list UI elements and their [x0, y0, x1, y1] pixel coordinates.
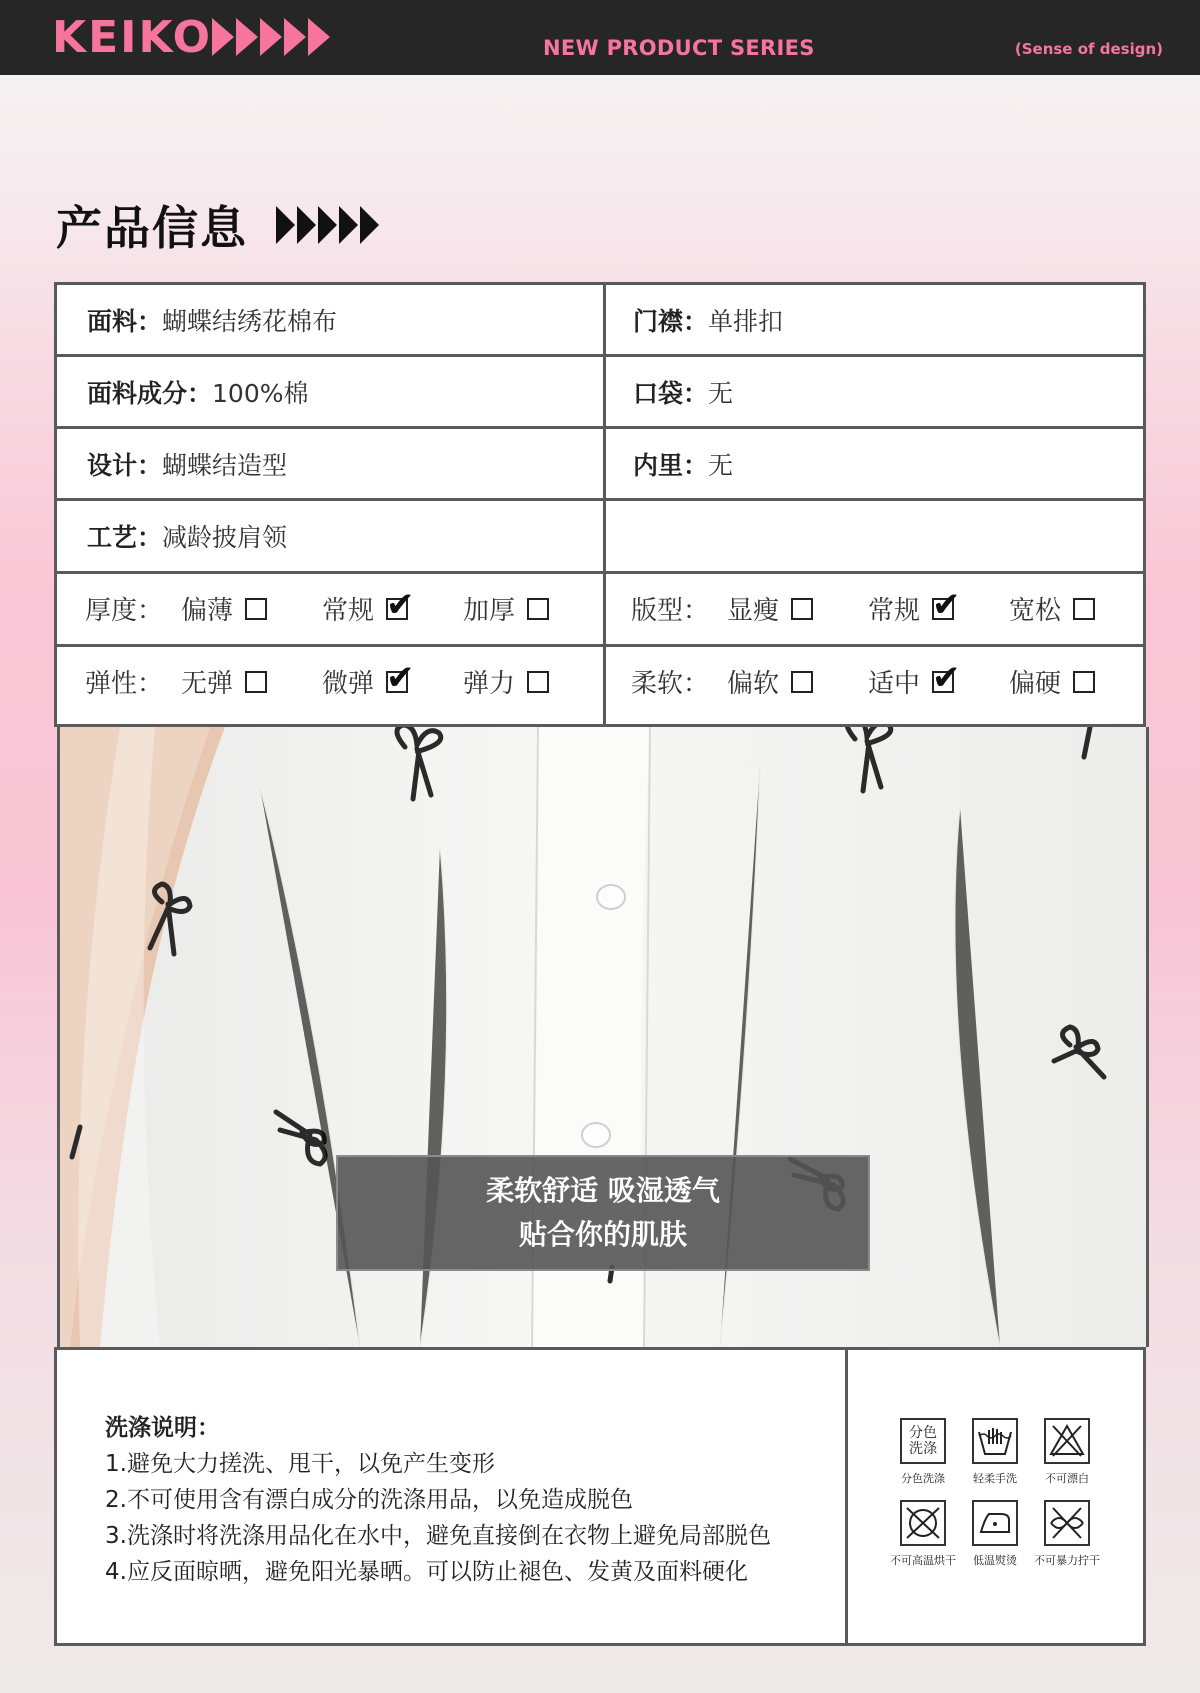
attr-option[interactable] [463, 590, 549, 627]
option-label: 偏硬 [1009, 669, 1062, 699]
checkbox[interactable] [791, 598, 813, 620]
series-label: NEW PRODUCT SERIES [543, 36, 815, 60]
option-label: 加厚 [463, 596, 516, 626]
attr-label: 弹性： [85, 669, 164, 699]
caption-line: 贴合你的肌肤 [518, 1218, 687, 1251]
spec-composition [87, 357, 309, 426]
attr-option[interactable] [322, 657, 463, 700]
attr-label: 版型： [631, 596, 710, 626]
spec-value: 100%棉 [212, 378, 309, 408]
checkbox-checked[interactable] [932, 584, 961, 625]
care-line: 1.避免大力搓洗、甩干，以免产生变形 [105, 1451, 495, 1477]
option-label: 无弹 [181, 669, 234, 699]
attr-label: 厚度： [85, 596, 164, 626]
no-tumble-dry-icon [887, 1500, 959, 1568]
header-bar [0, 0, 1200, 75]
care-divider [845, 1350, 848, 1643]
checkbox[interactable] [791, 671, 813, 693]
spec-value: 蝴蝶结绣花棉布 [162, 306, 338, 336]
sense-label: (Sense of design) [1014, 40, 1163, 58]
title-arrows-icon [276, 206, 379, 244]
attr-option[interactable] [868, 657, 1009, 700]
checkbox[interactable] [1073, 598, 1095, 620]
separate-wash-icon [887, 1418, 959, 1486]
checkbox[interactable] [245, 671, 267, 693]
spec-value: 单排扣 [708, 306, 784, 336]
option-label: 适中 [868, 669, 921, 699]
care-panel [54, 1347, 1146, 1646]
option-label: 微弹 [322, 669, 375, 699]
care-line: 3.洗涤时将洗涤用品化在水中，避免直接倒在衣物上避免局部脱色 [105, 1523, 771, 1549]
spec-value: 无 [708, 450, 734, 480]
checkmark-icon: ✔ [386, 657, 415, 698]
icon-caption: 轻柔手洗 [973, 1472, 1017, 1485]
spec-value: 蝴蝶结造型 [162, 450, 288, 480]
option-label: 常规 [322, 596, 375, 626]
spec-design [87, 429, 287, 498]
attr-softness [631, 647, 1095, 716]
checkbox[interactable] [245, 598, 267, 620]
spec-table [54, 282, 1146, 727]
attr-option[interactable] [322, 584, 463, 627]
care-line: 2.不可使用含有漂白成分的洗涤用品，以免造成脱色 [105, 1487, 633, 1513]
spec-label: 口袋： [633, 378, 709, 408]
separate-wash-symbol: 分色洗涤 [900, 1418, 946, 1464]
checkbox-checked[interactable] [386, 657, 415, 698]
checkbox[interactable] [527, 598, 549, 620]
attr-option[interactable] [181, 590, 322, 627]
icon-caption: 低温熨烫 [973, 1554, 1017, 1567]
section-title: 产品信息 [56, 201, 248, 255]
checkmark-icon: ✔ [932, 584, 961, 625]
attr-option[interactable] [868, 584, 1009, 627]
spec-value: 无 [708, 378, 734, 408]
spec-pocket [633, 357, 733, 426]
spec-placket [633, 285, 783, 354]
table-divider [603, 285, 606, 724]
attr-option[interactable] [181, 663, 322, 700]
checkbox-checked[interactable] [932, 657, 961, 698]
care-instructions [105, 1410, 771, 1590]
caption-line: 柔软舒适 吸湿透气 [486, 1174, 720, 1207]
spec-label: 面料成分： [87, 378, 213, 408]
spec-label: 设计： [87, 450, 163, 480]
attr-thickness [85, 574, 549, 643]
low-iron-icon [959, 1500, 1031, 1568]
icon-caption: 不可漂白 [1045, 1472, 1089, 1485]
option-label: 弹力 [463, 669, 516, 699]
attr-elasticity [85, 647, 549, 716]
option-label: 常规 [868, 596, 921, 626]
attr-option[interactable] [727, 590, 868, 627]
attr-fit [631, 574, 1095, 643]
attr-option[interactable] [1009, 663, 1095, 700]
attr-label: 柔软： [631, 669, 710, 699]
brand-logo: KEIKO [52, 12, 213, 63]
checkbox[interactable] [527, 671, 549, 693]
photo-caption [336, 1155, 870, 1271]
no-wring-icon [1031, 1500, 1103, 1568]
spec-craft [87, 501, 287, 570]
icon-caption: 不可暴力拧干 [1034, 1554, 1100, 1567]
product-photo [57, 727, 1149, 1347]
icon-caption: 分色洗涤 [901, 1472, 945, 1485]
option-label: 偏软 [727, 669, 780, 699]
attr-option[interactable] [727, 663, 868, 700]
care-line: 4.应反面晾晒，避免阳光暴晒。可以防止褪色、发黄及面料硬化 [105, 1559, 748, 1585]
spec-label: 工艺： [87, 522, 163, 552]
no-bleach-icon [1031, 1418, 1103, 1486]
checkbox-checked[interactable] [386, 584, 415, 625]
brand-arrows-icon [212, 18, 330, 58]
spec-value: 减龄披肩领 [162, 522, 288, 552]
checkmark-icon: ✔ [932, 657, 961, 698]
care-title: 洗涤说明： [105, 1415, 220, 1441]
option-label: 偏薄 [181, 596, 234, 626]
spec-label: 内里： [633, 450, 709, 480]
attr-option[interactable] [1009, 590, 1095, 627]
icon-caption: 不可高温烘干 [890, 1554, 956, 1567]
spec-fabric [87, 285, 337, 354]
checkbox[interactable] [1073, 671, 1095, 693]
spec-label: 面料： [87, 306, 163, 336]
checkmark-icon: ✔ [386, 584, 415, 625]
option-label: 宽松 [1009, 596, 1062, 626]
spec-label: 门襟： [633, 306, 709, 336]
option-label: 显瘦 [727, 596, 780, 626]
attr-option[interactable] [463, 663, 549, 700]
spec-lining [633, 429, 733, 498]
hand-wash-icon [959, 1418, 1031, 1486]
